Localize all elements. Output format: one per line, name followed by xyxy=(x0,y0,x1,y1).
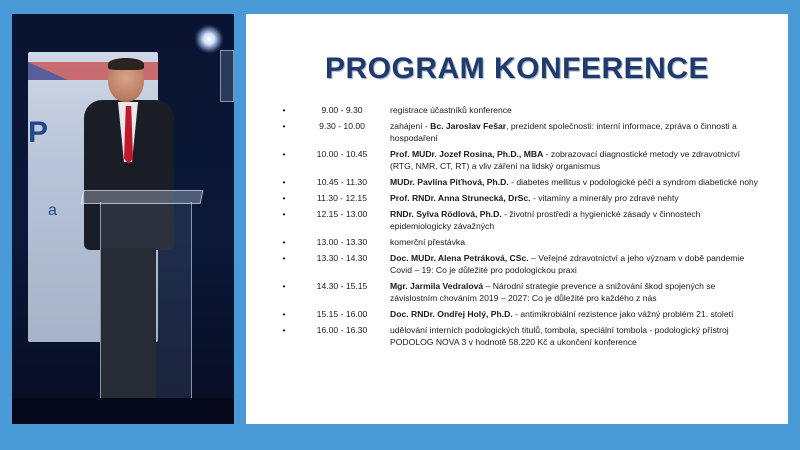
bullet-icon: • xyxy=(282,253,286,263)
program-item xyxy=(280,148,780,172)
bullet-icon: • xyxy=(282,281,286,291)
program-description: MUDr. Pavlína Piťhová, Ph.D. - diabetes mellitus v podologické péči a syndrom diabetické nohy xyxy=(390,177,759,187)
program-speaker: Mgr. Jarmila Vedralová xyxy=(390,281,484,291)
program-speaker: Doc. MUDr. Alena Petráková, CSc. xyxy=(390,253,529,263)
program-speaker: Prof. MUDr. Jozef Rosina, Ph.D., MBA xyxy=(390,149,544,159)
banner-flag-triangle xyxy=(28,62,68,80)
slide-title: PROGRAM KONFERENCE xyxy=(324,52,709,85)
program-item xyxy=(280,252,780,276)
program-description: Prof. RNDr. Anna Strunecká, DrSc. - vitamíny a minerály pro zdravé nehty xyxy=(390,193,679,203)
program-time: 9.00 - 9.30 xyxy=(321,105,363,115)
video-feed xyxy=(12,14,234,424)
bullet-icon: • xyxy=(282,149,286,159)
speaker-hair xyxy=(108,58,144,70)
program-slide xyxy=(246,14,788,424)
program-description: Doc. MUDr. Alena Petráková, CSc. – Veřejné zdravotnictví a jeho význam v době pandemie Covid – 19: Co je důležité pro podologickou praxi xyxy=(390,253,745,275)
bullet-icon: • xyxy=(282,193,286,203)
program-item xyxy=(280,192,780,204)
bullet-icon: • xyxy=(282,105,286,115)
program-item xyxy=(280,236,780,248)
program-item xyxy=(280,176,780,188)
program-time: 14.30 - 15.15 xyxy=(316,281,368,291)
program-time: 10.45 - 11.30 xyxy=(316,177,367,187)
program-item xyxy=(280,208,780,232)
program-description: registrace účastníků konference xyxy=(390,105,512,115)
program-description: zahájení - Bc. Jaroslav Fešar, prezident společnosti: interní informace, zpráva o činnosti a hospodaření xyxy=(390,121,737,143)
bullet-icon: • xyxy=(282,309,286,319)
glass-podium xyxy=(100,202,192,412)
program-time: 13.00 - 13.30 xyxy=(316,237,368,247)
stage-floor xyxy=(12,398,234,424)
banner-letter-top: P xyxy=(28,116,49,149)
program-description: Prof. MUDr. Jozef Rosina, Ph.D., MBA - zobrazovací diagnostické metody ve zdravotnictví (RTG, NMR, CT, RT) a vliv záření na lidský organismus xyxy=(390,149,741,171)
banner-letter-bottom: a xyxy=(48,202,57,219)
program-speaker: Bc. Jaroslav Fešar xyxy=(430,121,507,131)
program-description: RNDr. Sylva Rödlová, Ph.D. - životní prostředí a hygienické zásady v činnostech epidemiologicky závažných xyxy=(390,209,701,231)
program-item xyxy=(280,324,780,348)
program-item xyxy=(280,280,780,304)
program-time: 16.00 - 16.30 xyxy=(316,325,368,335)
program-description: udělování interních podologických titulů, tombola, speciální tombola - podologický přístroj PODOLOG NOVA 3 v hodnotě 58.220 Kč a ukončení konference xyxy=(390,325,729,347)
program-item xyxy=(280,120,780,144)
program-description: Mgr. Jarmila Vedralová – Národní strategie prevence a snižování škod spojených se závislostním chováním 2019 – 2027: Co je důležité pro každého z nás xyxy=(390,281,716,303)
background-frame xyxy=(220,50,234,102)
bullet-icon: • xyxy=(282,209,286,219)
program-speaker: RNDr. Sylva Rödlová, Ph.D. xyxy=(390,209,502,219)
program-time: 12.15 - 13.00 xyxy=(316,209,368,219)
program-time: 13.30 - 14.30 xyxy=(316,253,368,263)
program-time: 11.30 - 12.15 xyxy=(316,193,367,203)
program-speaker: Doc. RNDr. Ondřej Holý, Ph.D. xyxy=(390,309,513,319)
bullet-icon: • xyxy=(282,325,286,335)
program-time: 10.00 - 10.45 xyxy=(316,149,368,159)
program-time: 9.30 - 10.00 xyxy=(319,121,365,131)
bullet-icon: • xyxy=(282,177,286,187)
bullet-icon: • xyxy=(282,121,286,131)
program-item xyxy=(280,104,780,116)
program-speaker: Prof. RNDr. Anna Strunecká, DrSc. xyxy=(390,193,531,203)
program-item xyxy=(280,308,780,320)
program-list xyxy=(280,104,780,352)
program-time: 15.15 - 16.00 xyxy=(316,309,368,319)
program-description: Doc. RNDr. Ondřej Holý, Ph.D. - antimikrobiální rezistence jako vážný problém 21. století xyxy=(390,309,734,319)
program-speaker: MUDr. Pavlína Piťhová, Ph.D. xyxy=(390,177,509,187)
program-description: komerční přestávka xyxy=(390,237,465,247)
bullet-icon: • xyxy=(282,237,286,247)
